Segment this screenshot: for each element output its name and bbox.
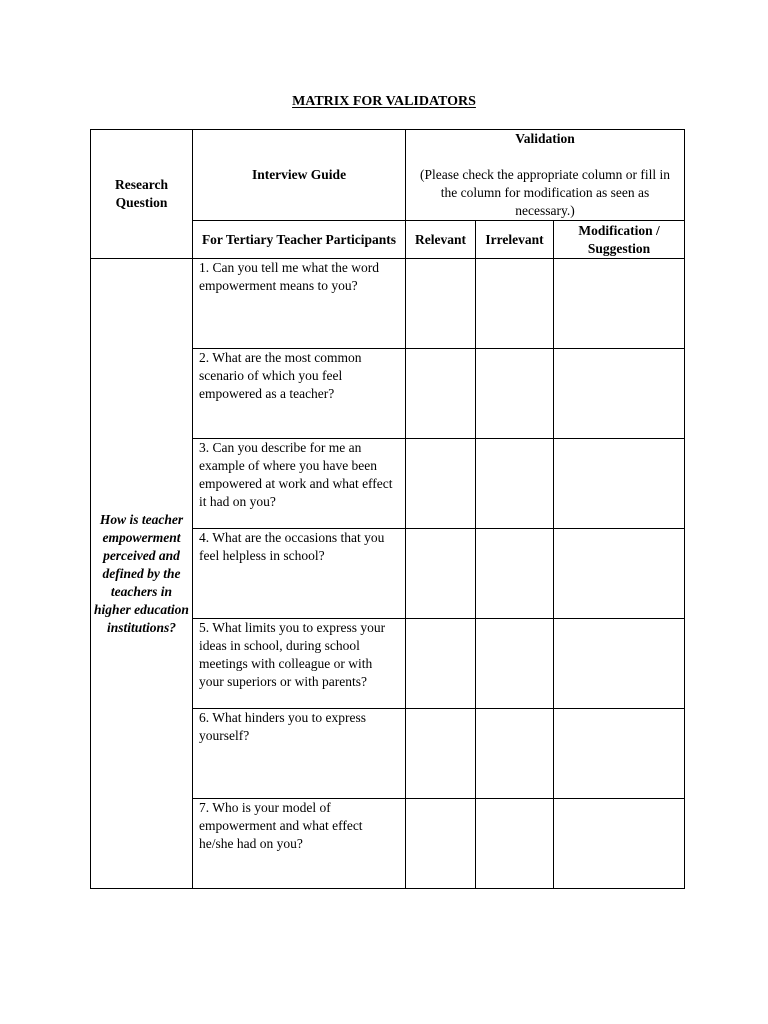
relevant-check-cell[interactable] (406, 349, 476, 439)
modification-input-cell[interactable] (554, 709, 685, 799)
relevant-check-cell[interactable] (406, 619, 476, 709)
validation-matrix-table (90, 129, 685, 889)
irrelevant-check-cell[interactable] (476, 709, 554, 799)
relevant-check-cell[interactable] (406, 799, 476, 889)
validation-instructions: (Please check the appropriate column or fill in the column for modification as seen as necessary.) (419, 167, 671, 218)
interview-question: 4. What are the occasions that you feel helpless in school? (193, 529, 406, 619)
validation-title: Validation (515, 131, 575, 146)
modification-input-cell[interactable] (554, 439, 685, 529)
interview-question: 7. Who is your model of empowerment and what effect he/she had on you? (193, 799, 406, 889)
modification-input-cell[interactable] (554, 529, 685, 619)
validation-header (406, 130, 685, 221)
modification-input-cell[interactable] (554, 619, 685, 709)
header-row (91, 130, 685, 221)
interview-guide-header: Interview Guide (193, 130, 406, 221)
interview-question: 3. Can you describe for me an example of where you have been empowered at work and what effect it had on you? (193, 439, 406, 529)
irrelevant-check-cell[interactable] (476, 349, 554, 439)
interview-question: 2. What are the most common scenario of which you feel empowered as a teacher? (193, 349, 406, 439)
irrelevant-check-cell[interactable] (476, 619, 554, 709)
interview-question: 5. What limits you to express your ideas in school, during school meetings with colleague or with your superiors or with parents? (193, 619, 406, 709)
interview-question: 1. Can you tell me what the word empowerment means to you? (193, 259, 406, 349)
modification-input-cell[interactable] (554, 259, 685, 349)
table-row (91, 259, 685, 349)
research-question-header: Research Question (91, 130, 193, 259)
irrelevant-check-cell[interactable] (476, 529, 554, 619)
irrelevant-check-cell[interactable] (476, 259, 554, 349)
irrelevant-check-cell[interactable] (476, 799, 554, 889)
relevant-check-cell[interactable] (406, 259, 476, 349)
research-question-cell: How is teacher empowerment perceived and defined by the teachers in higher education institutions? (91, 259, 193, 889)
modification-header: Modification / Suggestion (554, 221, 685, 259)
modification-input-cell[interactable] (554, 799, 685, 889)
interview-question: 6. What hinders you to express yourself? (193, 709, 406, 799)
irrelevant-header: Irrelevant (476, 221, 554, 259)
relevant-check-cell[interactable] (406, 439, 476, 529)
page-title: MATRIX FOR VALIDATORS (292, 94, 476, 109)
relevant-header: Relevant (406, 221, 476, 259)
modification-input-cell[interactable] (554, 349, 685, 439)
irrelevant-check-cell[interactable] (476, 439, 554, 529)
relevant-check-cell[interactable] (406, 529, 476, 619)
participants-header: For Tertiary Teacher Participants (193, 221, 406, 259)
relevant-check-cell[interactable] (406, 709, 476, 799)
